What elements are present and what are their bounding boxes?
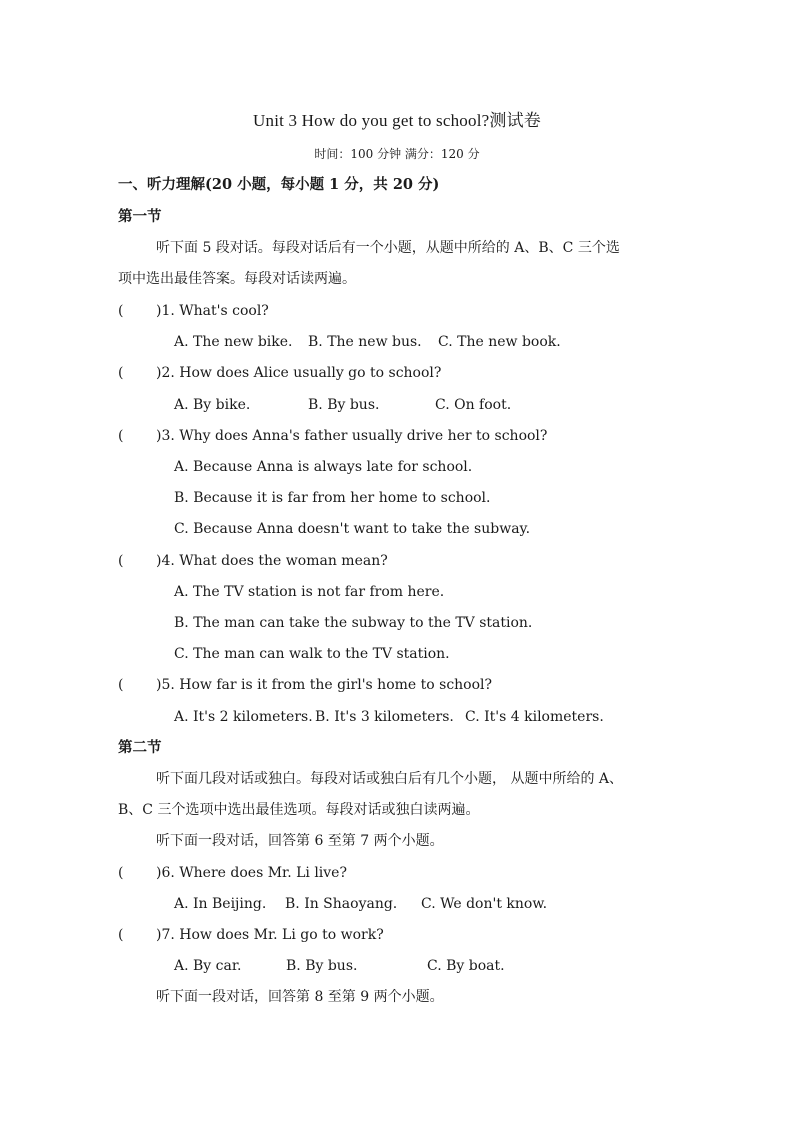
question-4-option-a: A. The TV station is not far from here. — [174, 584, 445, 600]
question-3-option-a: A. Because Anna is always late for school. — [174, 459, 473, 475]
option-c: C. We don't know. — [421, 896, 548, 912]
question-6 — [118, 864, 347, 882]
question-stem: )5. How far is it from the girl's home to school? — [156, 677, 493, 693]
answer-paren[interactable]: ( — [118, 303, 124, 319]
option-a: A. By car. — [174, 958, 242, 974]
question-4-option-c: C. The man can walk to the TV station. — [174, 646, 450, 662]
question-stem: )6. Where does Mr. Li live? — [156, 865, 347, 881]
question-stem: )2. How does Alice usually go to school? — [156, 365, 442, 381]
question-4 — [118, 552, 388, 570]
exam-meta: 时间：100 分钟 满分：120 分 — [314, 147, 480, 161]
question-6-options — [174, 895, 547, 913]
question-5-options — [174, 708, 604, 726]
question-stem: )1. What's cool? — [156, 303, 269, 319]
answer-paren[interactable]: ( — [118, 428, 124, 444]
answer-paren[interactable]: ( — [118, 865, 124, 881]
dialog-instruction-8-9: 听下面一段对话，回答第 8 至第 9 两个小题。 — [156, 989, 444, 1005]
option-b: B. By bus. — [308, 397, 380, 413]
option-c: C. The new book. — [438, 334, 561, 350]
option-a: A. The new bike. — [174, 334, 293, 350]
section2-heading: 第二节 — [118, 739, 162, 756]
answer-paren[interactable]: ( — [118, 927, 124, 943]
page-title: Unit 3 How do you get to school?测试卷 — [253, 111, 541, 130]
option-c: C. It's 4 kilometers. — [465, 709, 604, 725]
section2-instruction-line2: B、C 三个选项中选出最佳选项。每段对话或独白读两遍。 — [118, 802, 480, 818]
section1-heading: 第一节 — [118, 208, 162, 225]
question-7 — [118, 926, 384, 944]
option-a: A. It's 2 kilometers. — [174, 709, 313, 725]
question-3-option-b: B. Because it is far from her home to school. — [174, 490, 491, 506]
question-2-options — [174, 396, 511, 414]
section1-instruction-line2: 项中选出最佳答案。每段对话读两遍。 — [118, 271, 356, 287]
question-1-options — [174, 333, 561, 351]
question-3-option-c: C. Because Anna doesn't want to take the subway. — [174, 521, 531, 537]
answer-paren[interactable]: ( — [118, 365, 124, 381]
question-stem: )3. Why does Anna's father usually drive her to school? — [156, 428, 548, 444]
dialog-instruction-6-7: 听下面一段对话，回答第 6 至第 7 两个小题。 — [156, 833, 444, 849]
question-4-option-b: B. The man can take the subway to the TV station. — [174, 615, 533, 631]
option-a: A. In Beijing. — [174, 896, 267, 912]
question-stem: )4. What does the woman mean? — [156, 553, 388, 569]
option-b: B. By bus. — [286, 958, 358, 974]
part1-heading: 一、听力理解(20 小题，每小题 1 分，共 20 分) — [118, 176, 440, 193]
option-c: C. On foot. — [435, 397, 512, 413]
question-stem: )7. How does Mr. Li go to work? — [156, 927, 384, 943]
option-a: A. By bike. — [174, 397, 251, 413]
option-b: B. The new bus. — [308, 334, 422, 350]
option-b: B. In Shaoyang. — [285, 896, 398, 912]
question-3 — [118, 427, 547, 445]
section1-instruction-line1: 听下面 5 段对话。每段对话后有一个小题，从题中所给的 A、B、C 三个选 — [156, 240, 620, 256]
question-5 — [118, 676, 492, 694]
answer-paren[interactable]: ( — [118, 677, 124, 693]
section2-instruction-line1: 听下面几段对话或独白。每段对话或独白后有几个小题， 从题中所给的 A、 — [156, 771, 624, 787]
option-c: C. By boat. — [427, 958, 505, 974]
option-b: B. It's 3 kilometers. — [315, 709, 454, 725]
question-7-options — [174, 957, 505, 975]
question-2 — [118, 364, 441, 382]
answer-paren[interactable]: ( — [118, 553, 124, 569]
question-1 — [118, 302, 269, 320]
